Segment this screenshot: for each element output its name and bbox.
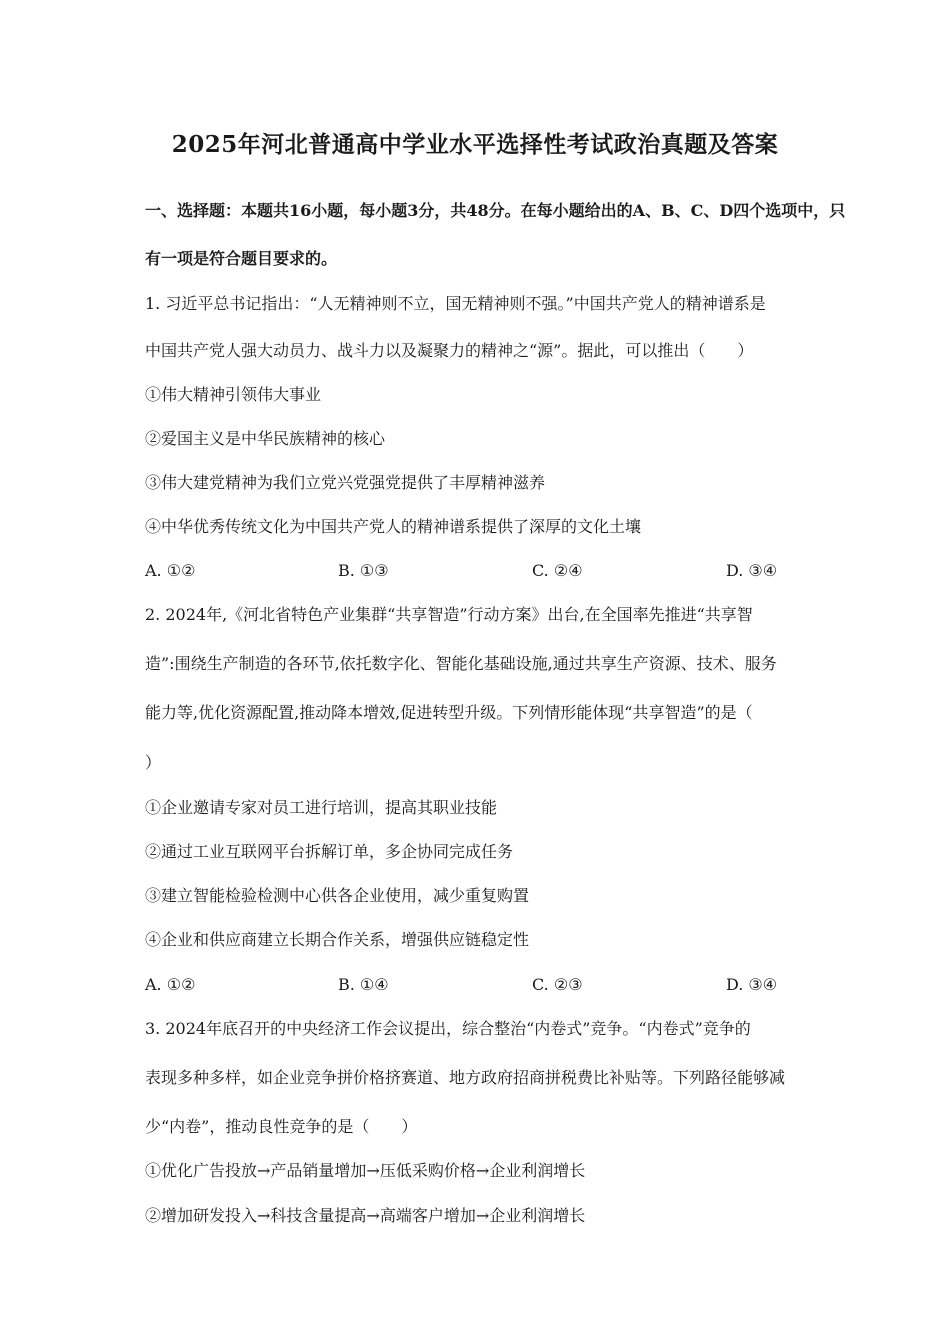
q1-stem-line-2: 中国共产党人强大动员力、战斗力以及凝聚力的精神之“源”。据此，可以推出（ ） [145,341,754,360]
q3-item-2: ②增加研发投入→科技含量提高→高端客户增加→企业利润增长 [145,1206,586,1225]
q1-option-a: A. ①② [145,561,196,580]
q2-item-2: ②通过工业互联网平台拆解订单，多企协同完成任务 [145,842,514,861]
q1-item-4: ④中华优秀传统文化为中国共产党人的精神谱系提供了深厚的文化土壤 [145,517,642,536]
q2-option-d: D. ③④ [726,975,778,994]
page-title: 2025年河北普通高中学业水平选择性考试政治真题及答案 [171,131,779,158]
q2-stem-line-4: ） [145,753,162,772]
q3-item-1: ①优化广告投放→产品销量增加→压低采购价格→企业利润增长 [145,1161,586,1180]
q2-stem-line-2: 造”:围绕生产制造的各环节,依托数字化、智能化基础设施,通过共享生产资源、技术、服务 [145,654,777,673]
q3-stem-line-2: 表现多种多样，如企业竞争拼价格挤赛道、地方政府招商拼税费比补贴等。下列路径能够减 [145,1068,786,1087]
q2-stem-line-1: 2. 2024年,《河北省特色产业集群“共享智造”行动方案》出台,在全国率先推进“共享智 [145,605,753,624]
q1-option-b: B. ①③ [338,561,389,580]
q1-item-3: ③伟大建党精神为我们立党兴党强党提供了丰厚精神滋养 [145,473,546,492]
q2-option-a: A. ①② [145,975,196,994]
q1-option-d: D. ③④ [726,561,778,580]
section-header-line-1: 一、选择题：本题共16小题，每小题3分，共48分。在每小题给出的A、B、C、D四个选项中，只 [145,201,846,220]
q3-stem-line-3: 少“内卷”，推动良性竞争的是（ ） [145,1117,418,1136]
q2-item-3: ③建立智能检验检测中心供各企业使用，减少重复购置 [145,886,530,905]
q1-item-2: ②爱国主义是中华民族精神的核心 [145,429,386,448]
section-header-line-2: 有一项是符合题目要求的。 [145,249,338,268]
q1-stem-line-1: 1. 习近平总书记指出：“人无精神则不立，国无精神则不强。”中国共产党人的精神谱系是 [145,294,766,313]
q2-item-1: ①企业邀请专家对员工进行培训，提高其职业技能 [145,798,498,817]
q1-option-c: C. ②④ [532,561,583,580]
q2-stem-line-3: 能力等,优化资源配置,推动降本增效,促进转型升级。下列情形能体现“共享智造”的是（ [145,703,753,722]
q2-option-c: C. ②③ [532,975,583,994]
q3-stem-line-1: 3. 2024年底召开的中央经济工作会议提出，综合整治“内卷式”竞争。“内卷式”竞争的 [145,1019,751,1038]
q2-item-4: ④企业和供应商建立长期合作关系，增强供应链稳定性 [145,930,530,949]
q2-option-b: B. ①④ [338,975,389,994]
q1-item-1: ①伟大精神引领伟大事业 [145,385,322,404]
